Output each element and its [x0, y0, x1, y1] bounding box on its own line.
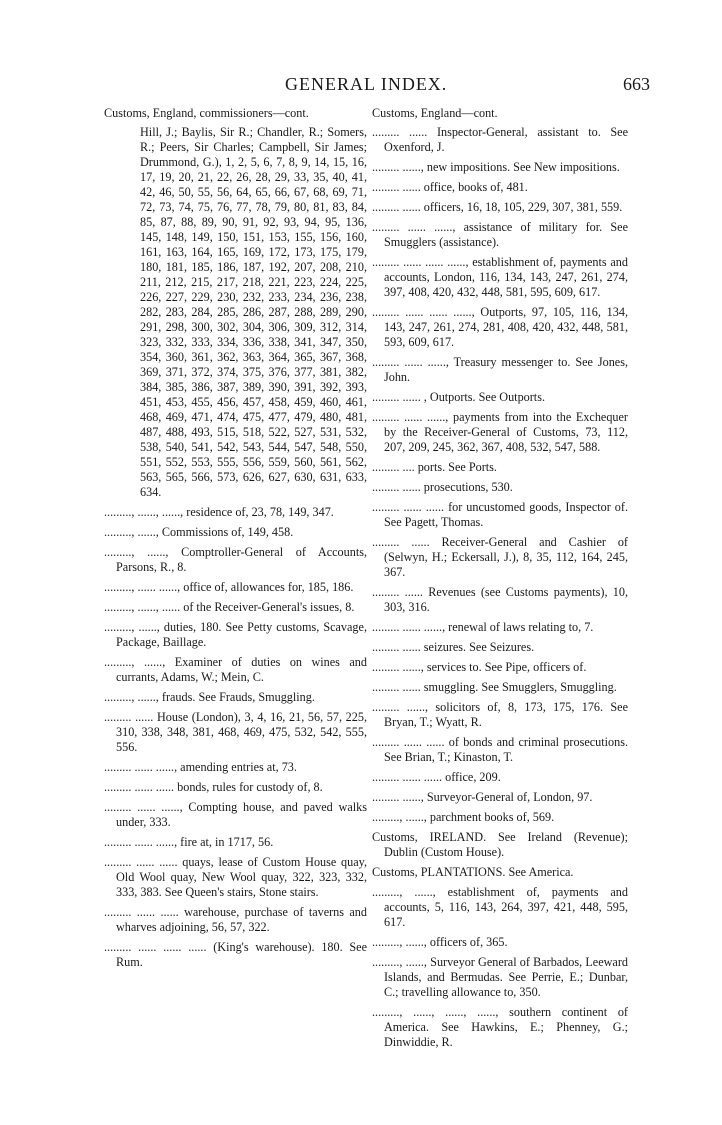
index-entry: ........., ......, Examiner of duties on wines and currants, Adams, W.; Mein, C.: [104, 655, 367, 684]
index-entry: ......... ...... prosecutions, 530.: [372, 480, 513, 494]
right-column: [372, 106, 628, 1055]
index-entry: ......... ...... ...... of bonds and criminal prosecutions. See Brian, T.; Kinaston, T.: [372, 735, 628, 764]
index-entry-continuation: Hill, J.; Baylis, Sir R.; Chandler, R.; Somers, R.; Peers, Sir Charles; Campbell, Sir James; Drummond, G.), 1, 2, 5, 6, 7, 8, 9, 14, 15, 16, 17, 19, 20, 21, 22, 26, 28, 29, 33, 35, 40, 41, 42, 46, 50, 55, 56, 64, 65, 66, 67, 68, 69, 71, 72, 73, 74, 75, 76, 77, 78, 79, 80, 81, 83, 84, 85, 87, 88, 89, 90, 91, 92, 93, 94, 95, 136, 145, 148, 149, 150, 151, 153, 155, 156, 160, 161, 163, 164, 165, 169, 172, 173, 175, 179, 180, 181, 185, 186, 187, 192, 207, 208, 210, 211, 212, 215, 217, 218, 221, 223, 224, 225, 226, 227, 229, 230, 232, 233, 234, 236, 238, 282, 283, 284, 285, 286, 287, 288, 289, 290, 291, 298, 300, 302, 304, 306, 309, 312, 314, 323, 332, 333, 334, 336, 338, 341, 347, 350, 354, 360, 361, 362, 363, 364, 365, 367, 368, 369, 371, 372, 374, 375, 376, 377, 381, 382, 384, 385, 386, 387, 389, 390, 391, 392, 393, 451, 453, 455, 456, 457, 458, 459, 460, 461, 468, 469, 471, 474, 475, 477, 479, 480, 481, 487, 488, 493, 515, 518, 522, 527, 531, 532, 538, 540, 541, 542, 543, 544, 547, 548, 550, 551, 552, 553, 555, 556, 559, 560, 561, 562, 563, 565, 566, 573, 626, 627, 630, 631, 633, 634.: [140, 125, 367, 499]
index-entry: ......... ...... ...... ......, establishment of, payments and accounts, London, 116, 134, 143, 247, 261, 274, 397, 408, 420, 432, 448, 581, 595, 609, 617.: [372, 255, 628, 299]
index-entry: ......... ...... Inspector-General, assistant to. See Oxenford, J.: [372, 125, 628, 154]
page-title: GENERAL INDEX.: [285, 74, 448, 94]
index-entry: ........., ......, ......, residence of, 23, 78, 149, 347.: [104, 505, 334, 519]
index-entry: ........., ......, officers of, 365.: [372, 935, 508, 949]
index-entry: ......... ...... Receiver-General and Cashier of (Selwyn, H.; Eckersall, J.), 8, 35, 112, 164, 245, 367.: [372, 535, 628, 579]
index-main-entry-plantations: Customs, PLANTATIONS. See America.: [372, 865, 574, 879]
index-main-entry-ireland: Customs, IRELAND. See Ireland (Revenue); Dublin (Custom House).: [372, 830, 628, 859]
index-entry: ......... ...... ...... bonds, rules for custody of, 8.: [104, 780, 323, 794]
index-entry: ......... ...... ......, Compting house, and paved walks under, 333.: [104, 800, 367, 829]
index-entry: ......... ......, solicitors of, 8, 173, 175, 176. See Bryan, T.; Wyatt, R.: [372, 700, 628, 729]
index-entry: ......... ...... ...... warehouse, purchase of taverns and wharves adjoining, 56, 57, 322.: [104, 905, 367, 934]
index-entry: ......... ...... ...... ......, Outports, 97, 105, 116, 134, 143, 247, 261, 274, 281, 408, 420, 432, 448, 581, 593, 609, 617.: [372, 305, 628, 349]
page-number: 663: [623, 74, 650, 94]
index-entry: ......... ...... ...... ...... (King's warehouse). 180. See Rum.: [104, 940, 367, 969]
index-entry: ........., ......, parchment books of, 569.: [372, 810, 555, 824]
index-entry: ......... ...... ...... office, 209.: [372, 770, 501, 784]
index-entry: ......... ...... office, books of, 481.: [372, 180, 528, 194]
index-entry: ......... ......, services to. See Pipe, officers of.: [372, 660, 587, 674]
index-entry: ......... ...... seizures. See Seizures.: [372, 640, 535, 654]
index-entry: ........., ......, Surveyor General of Barbados, Leeward Islands, and Bermudas. See Perrie, E.; Dunbar, C.; travelling allowance to, 350.: [372, 955, 628, 999]
index-entry: ......... ...... ...... quays, lease of Custom House quay, Old Wool quay, New Wool quay, 322, 323, 332, 333, 383. See Queen's stairs, Stone stairs.: [104, 855, 367, 899]
index-entry: ......... ...... ......, payments from into the Exchequer by the Receiver-General of Customs, 73, 112, 207, 209, 245, 362, 367, 408, 532, 547, 588.: [372, 410, 628, 454]
index-entry: ........., ...... ......, office of, allowances for, 185, 186.: [104, 580, 354, 594]
index-entry: ......... ...... ...... for uncustomed goods, Inspector of. See Pagett, Thomas.: [372, 500, 628, 529]
index-entry: ......... ...... ......, fire at, in 1717, 56.: [104, 835, 274, 849]
index-entry: ........., ......, establishment of, payments and accounts, 5, 116, 143, 264, 397, 421, 448, 595, 617.: [372, 885, 628, 929]
index-entry: ......... ...... smuggling. See Smugglers, Smuggling.: [372, 680, 617, 694]
index-entry: ......... ......, Surveyor-General of, London, 97.: [372, 790, 593, 804]
index-entry: ........., ......, duties, 180. See Petty customs, Scavage, Package, Baillage.: [104, 620, 367, 649]
index-entry: ......... ......, new impositions. See New impositions.: [372, 160, 620, 174]
index-entry: ......... ...... ......, Treasury messenger to. See Jones, John.: [372, 355, 628, 384]
index-entry: ......... ...... House (London), 3, 4, 16, 21, 56, 57, 225, 310, 338, 348, 381, 468, 469, 475, 532, 542, 555, 556.: [104, 710, 367, 754]
index-entry: ......... .... ports. See Ports.: [372, 460, 497, 474]
running-header: [0, 70, 722, 100]
index-entry: ........., ......, Commissions of, 149, 458.: [104, 525, 294, 539]
index-entry: ........., ......, ...... of the Receiver-General's issues, 8.: [104, 600, 355, 614]
index-entry: ......... ...... Revenues (see Customs payments), 10, 303, 316.: [372, 585, 628, 614]
index-entry: ......... ...... ......, assistance of military for. See Smugglers (assistance).: [372, 220, 628, 249]
index-entry: ......... ...... , Outports. See Outports.: [372, 390, 545, 404]
index-entry: ........., ......, Comptroller-General of Accounts, Parsons, R., 8.: [104, 545, 367, 574]
index-entry: ......... ...... officers, 16, 18, 105, 229, 307, 381, 559.: [372, 200, 623, 214]
index-entry: ........., ......, ......, ......, southern continent of America. See Hawkins, E.; Phenney, G.; Dinwiddie, R.: [372, 1005, 628, 1049]
left-column: [104, 106, 367, 975]
right-column-heading: Customs, England—cont.: [372, 106, 498, 120]
index-entry: ......... ...... ......, renewal of laws relating to, 7.: [372, 620, 594, 634]
index-entry: ......... ...... ......, amending entries at, 73.: [104, 760, 297, 774]
index-entry: ........., ......, frauds. See Frauds, Smuggling.: [104, 690, 315, 704]
left-column-heading: Customs, England, commissioners—cont.: [104, 106, 309, 120]
